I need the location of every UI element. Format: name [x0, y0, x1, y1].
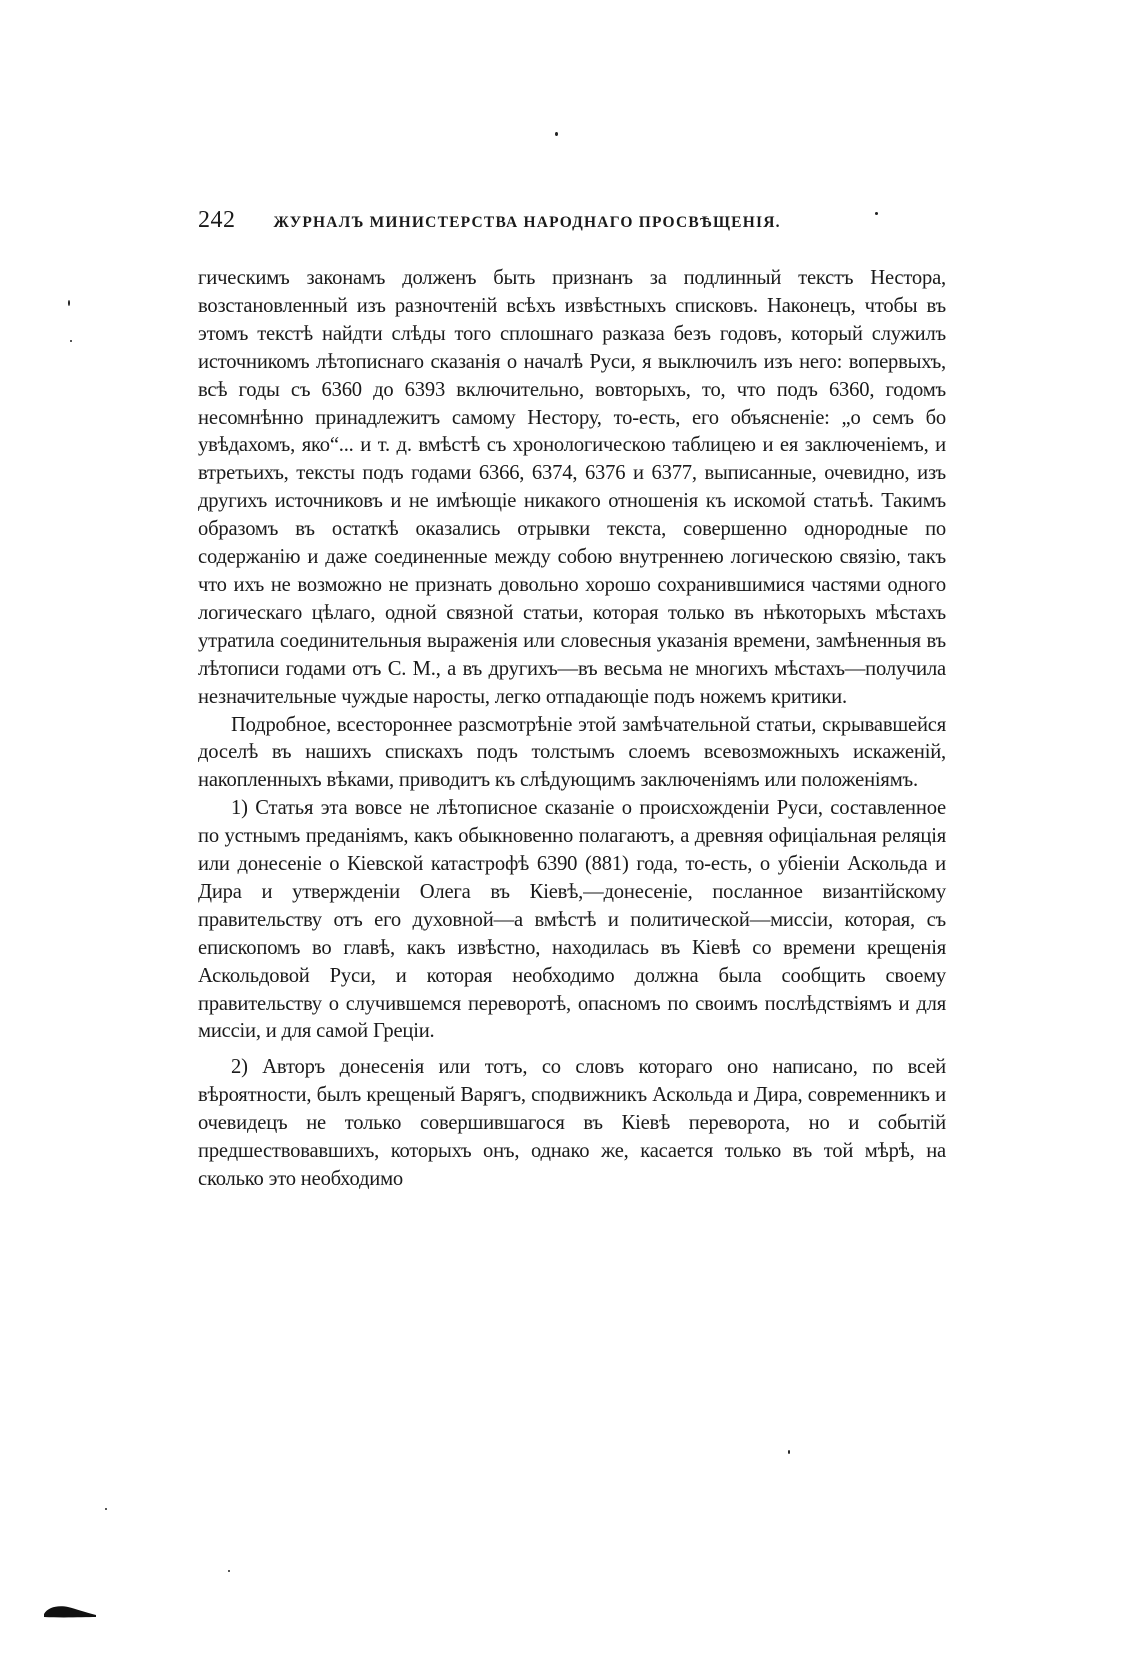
scan-speck	[68, 300, 70, 306]
scan-speck	[555, 132, 558, 136]
scan-speck	[105, 1508, 107, 1510]
scan-smudge	[44, 1604, 96, 1620]
running-title: ЖУРНАЛЪ МИНИСТЕРСТВА НАРОДНАГО ПРОСВѢЩЕНІЯ.	[273, 214, 781, 231]
page-number: 242	[198, 207, 236, 233]
scan-speck	[70, 340, 72, 342]
body-text	[198, 265, 946, 1194]
scan-speck	[875, 212, 878, 215]
paragraph: Подробное, всестороннее разсмотрѣніе этой замѣчательной статьи, скрывавшейся доселѣ въ нашихъ спискахъ подъ толстымъ слоемъ всевозможныхъ искаженій, накопленныхъ вѣками, приводитъ къ слѣдующимъ заключеніямъ или положеніямъ.	[198, 713, 946, 792]
paragraph-continued: гическимъ законамъ долженъ быть признанъ за подлинный текстъ Нестора, возстановленный изъ разночтеній всѣхъ извѣстныхъ списковъ. Наконецъ, чтобы въ этомъ текстѣ найдти слѣды того сплошнаго разказа безъ годовъ, который служилъ источникомъ лѣтописнаго сказанія о началѣ Руси, я выключилъ изъ него: вопервыхъ, всѣ годы съ 6360 до 6393 включительно, вовторыхъ, то, что подъ 6360, годомъ несомнѣнно принадлежитъ самому Нестору, то-есть, его объясненіе: „о семъ бо увѣдахомъ, яко“... и т. д. вмѣстѣ съ хронологическою таблицею и ея заключеніемъ, и втретьихъ, тексты подъ годами 6366, 6374, 6376 и 6377, выписанные, очевидно, изъ другихъ источниковъ и не имѣющіе никакого отношенія къ искомой статьѣ. Такимъ образомъ въ остаткѣ оказались отрывки текста, совершенно однородные по содержанію и даже соединенные между собою внутреннею логическою связію, такъ что ихъ не возможно не признать довольно хорошо сохранившимися частями одного логическаго цѣлаго, одной связной статьи, которая только въ нѣкоторыхъ мѣстахъ утратила соединительныя выраженія или словесныя указанія времени, замѣненныя въ лѣтописи годами отъ С. М., а въ другихъ—въ весьма не многихъ мѣстахъ—получила незначительные чуждые наросты, легко отпадающіе подъ ножемъ критики.	[198, 267, 946, 708]
paragraph-point-2: 2) Авторъ донесенія или тотъ, со словъ котораго оно написано, по всей вѣроятности, былъ крещеный Варягъ, сподвижникъ Аскольда и Дира, современникъ и очевидецъ не только совершившагося въ Кіевѣ переворота, но и событій предшествовавшихъ, которыхъ онъ, однако же, касается только въ той мѣрѣ, на сколько это необходимо	[198, 1056, 946, 1190]
page-header	[198, 207, 968, 247]
paragraph-point-1: 1) Статья эта вовсе не лѣтописное сказаніе о происхожденіи Руси, составленное по устнымъ преданіямъ, какъ обыкновенно полагаютъ, а древняя офиціальная реляція или донесеніе о Кіевской катастрофѣ 6390 (881) года, то-есть, о убіеніи Аскольда и Дира и утвержденіи Олега въ Кіевѣ,—донесеніе, посланное византійскому правительству отъ его духовной—а вмѣстѣ и политической—миссіи, которая, съ епископомъ во главѣ, какъ извѣстно, находилась въ Кіевѣ со времени крещенія Аскольдовой Руси, и которая необходимо должна была сообщить своему правительству о случившемся переворотѣ, опасномъ по своимъ послѣдствіямъ и для миссіи, и для самой Греціи.	[198, 797, 946, 1043]
scan-speck	[228, 1570, 230, 1572]
scan-speck	[788, 1450, 790, 1454]
